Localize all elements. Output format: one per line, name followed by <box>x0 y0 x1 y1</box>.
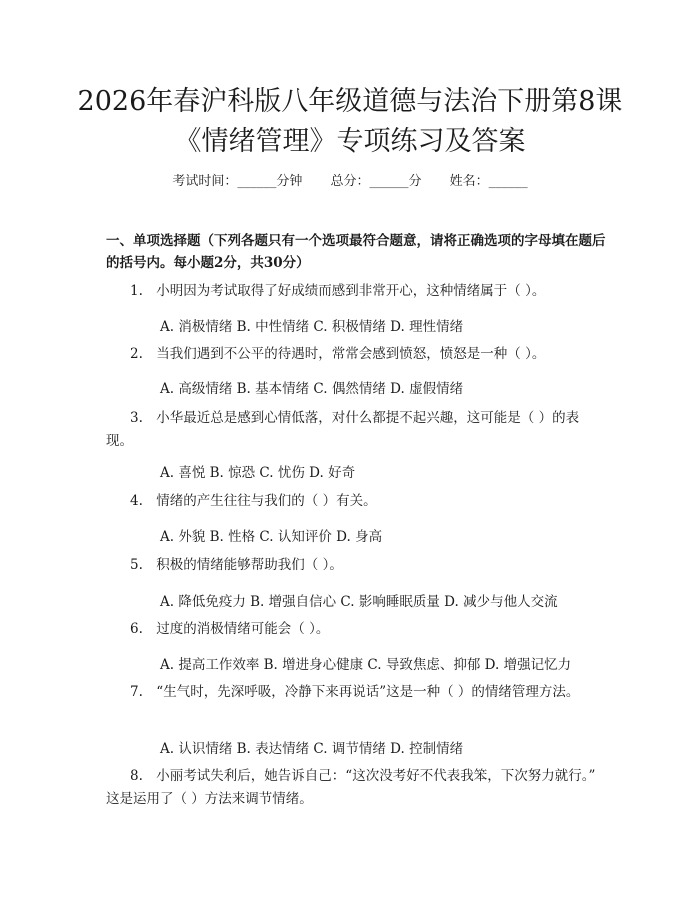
question-5 <box>106 554 604 577</box>
question-number: 3. <box>130 410 143 426</box>
question-1-options: A. 消极情绪 B. 中性情绪 C. 积极情绪 D. 理性情绪 <box>160 319 464 335</box>
question-6-options: A. 提高工作效率 B. 增进身心健康 C. 导致焦虑、抑郁 D. 增强记忆力 <box>160 657 572 673</box>
question-7 <box>106 681 604 704</box>
exam-time-field: 考试时间：______分钟 <box>172 174 303 189</box>
question-text: 积极的情绪能够帮助我们（ ）。 <box>156 557 343 573</box>
question-5-options: A. 降低免疫力 B. 增强自信心 C. 影响睡眠质量 D. 减少与他人交流 <box>160 594 558 610</box>
question-text: 小明因为考试取得了好成绩而感到非常开心，这种情绪属于（ ）。 <box>156 283 546 299</box>
question-4-options: A. 外貌 B. 性格 C. 认知评价 D. 身高 <box>160 529 383 545</box>
question-number: 2. <box>130 346 143 362</box>
question-3 <box>106 407 604 453</box>
question-number: 5. <box>130 557 143 573</box>
question-number: 4. <box>130 493 143 509</box>
question-number: 6. <box>130 621 143 637</box>
question-text: 过度的消极情绪可能会（ ）。 <box>156 621 330 637</box>
question-text: 当我们遇到不公平的待遇时，常常会感到愤怒，愤怒是一种（ ）。 <box>156 346 546 362</box>
total-score-field: 总分：______分 <box>330 174 422 189</box>
question-text: “生气时，先深呼吸，冷静下来再说话”这是一种（ ）的情绪管理方法。 <box>156 684 580 700</box>
question-number: 1. <box>130 283 143 299</box>
question-text: 情绪的产生往往与我们的（ ）有关。 <box>156 493 377 509</box>
name-field: 姓名：______ <box>449 174 528 189</box>
document-title: 2026年春沪科版八年级道德与法治下册第8课《情绪管理》专项练习及答案 <box>77 86 623 157</box>
exam-info-line <box>0 170 700 189</box>
question-2-options: A. 高级情绪 B. 基本情绪 C. 偶然情绪 D. 虚假情绪 <box>160 381 464 397</box>
question-3-options: A. 喜悦 B. 惊恐 C. 忧伤 D. 好奇 <box>160 465 356 481</box>
question-2 <box>106 343 604 366</box>
question-text: 小华最近总是感到心情低落，对什么都提不起兴趣，这可能是（ ）的表现。 <box>106 410 580 449</box>
question-text: 小丽考试失利后，她告诉自己：“这次没考好不代表我笨，下次努力就行。” 这是运用了（ ）方法来调节情绪。 <box>106 768 596 807</box>
question-number: 7. <box>130 684 143 700</box>
question-6 <box>106 618 604 641</box>
section-heading: 一、单项选择题（下列各题只有一个选项最符合题意，请将正确选项的字母填在题后的括号内。每小题2分，共30分） <box>106 233 606 271</box>
question-1 <box>106 280 604 303</box>
question-number: 8. <box>130 768 143 784</box>
question-4 <box>106 490 604 513</box>
question-7-options: A. 认识情绪 B. 表达情绪 C. 调节情绪 D. 控制情绪 <box>160 741 464 757</box>
question-8 <box>106 765 604 811</box>
